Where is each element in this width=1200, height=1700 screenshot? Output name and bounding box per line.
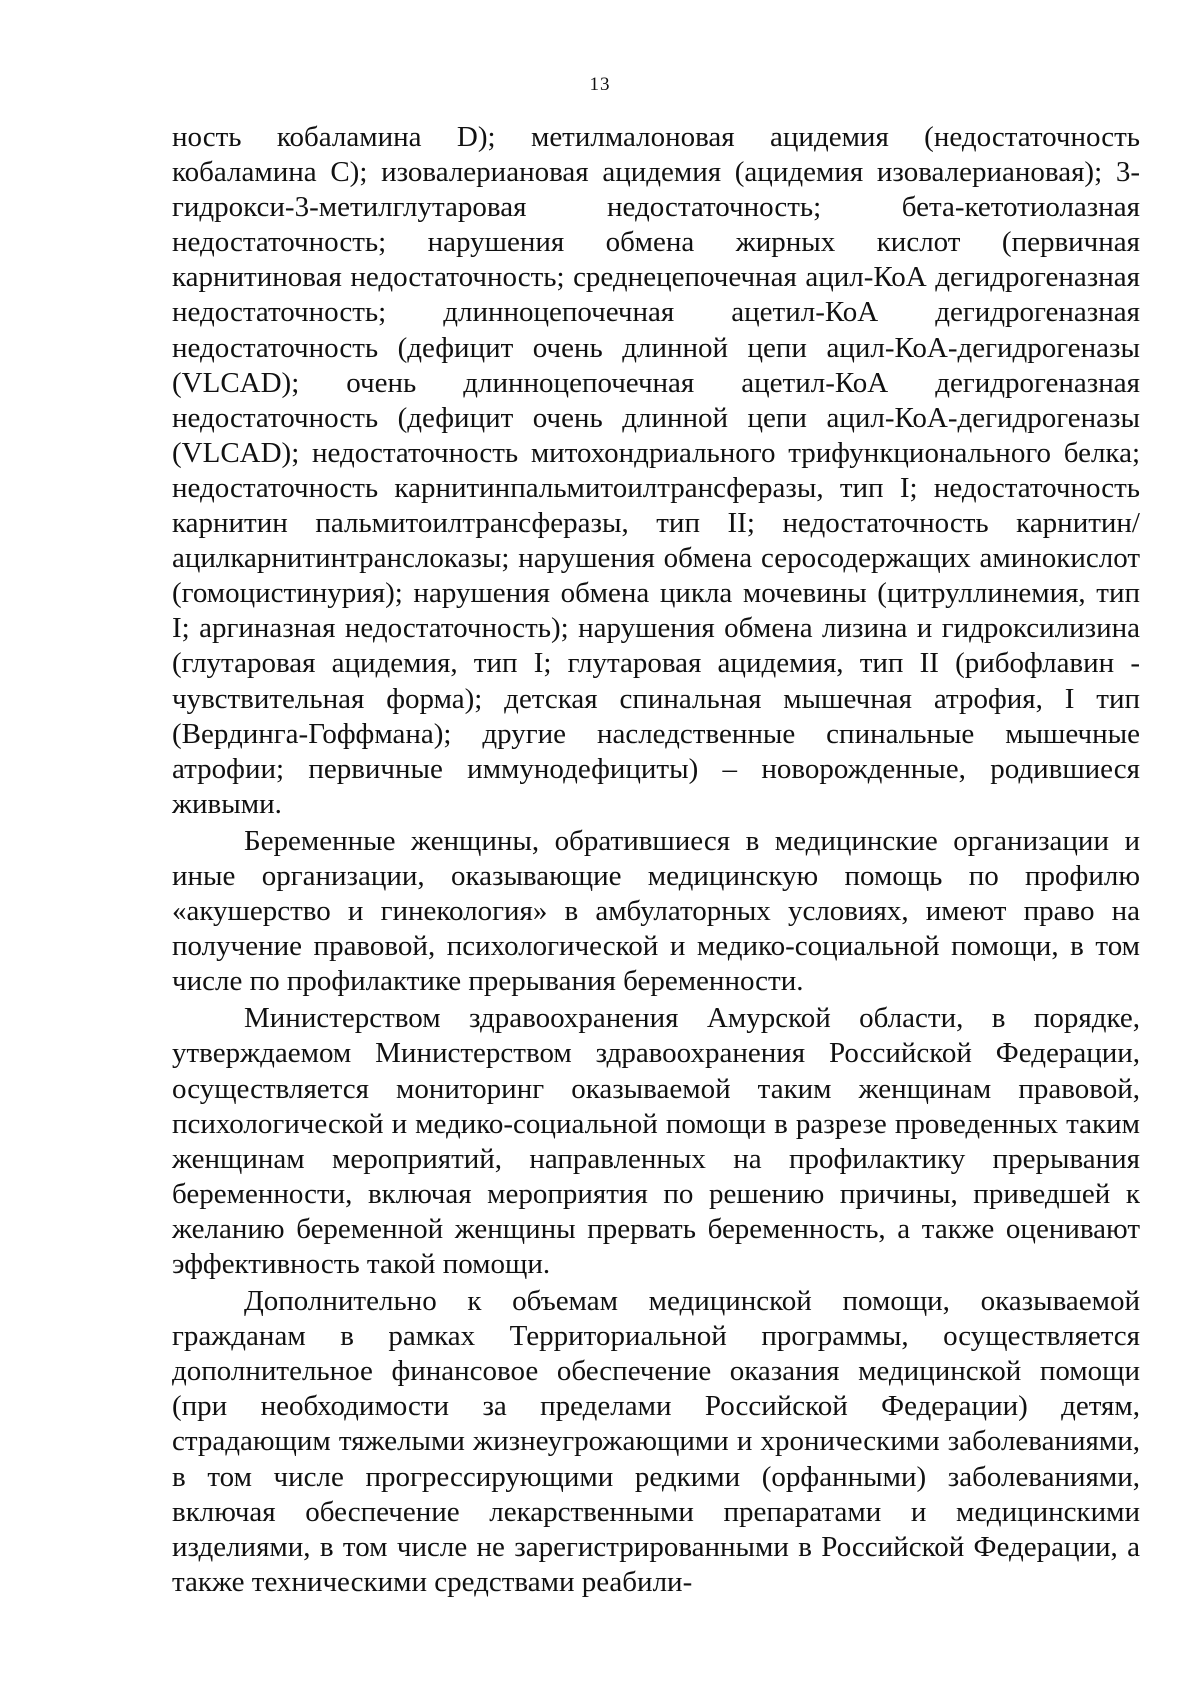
- paragraph-pregnant-women-rights: Беременные женщины, обратившиеся в медицинские организации и иные организации, оказывающие медицинскую помощь по профилю «акушерство и гинекология» в амбулаторных условиях, имеют право на получение правовой, психологической и медико-социальной помощи, в том числе по профилактике прерывания беременности.: [172, 824, 1140, 998]
- paragraph-ministry-monitoring: Министерством здравоохранения Амурской области, в порядке, утверждаемом Министерством здравоохранения Российской Федерации, осуществляется мониторинг оказываемой таким женщинам правовой, психологической и медико-социальной помощи в разрезе проведенных таким женщинам мероприятий, направленных на профилактику прерывания беременности, включая мероприятия по решению причины, приведшей к желанию беременной женщины прервать беременность, а также оценивают эффективность такой помощи.: [172, 1002, 1140, 1280]
- document-body: [172, 120, 1140, 1600]
- paragraph-continuation: ность кобаламина D); метилмалоновая ацидемия (недостаточность кобаламина С); изовалериановая ацидемия (ацидемия изовалериановая); 3-гидрокси-3-метилглутаровая недостаточность; бета-кетотиолазная недостаточность; нарушения обмена жирных кислот (первичная карнитиновая недостаточность; среднецепочечная ацил-КоА дегидрогеназная недостаточность; длинноцепочечная ацетил-КоА дегидрогеназная недостаточность (дефицит очень длинной цепи ацил-КоА-дегидрогеназы (VLCAD); очень длинноцепочечная ацетил-КоА дегидрогеназная недостаточность (дефицит очень длинной цепи ацил-КоА-дегидрогеназы (VLCAD); недостаточность митохондриального трифункционального белка; недостаточность карнитинпальмитоилтрансферазы, тип I; недостаточность карнитин пальмитоилтрансферазы, тип II; недостаточность карнитин/ацилкарнитинтранслоказы; нарушения обмена серосодержащих аминокислот (гомоцистинурия); нарушения обмена цикла мочевины (цитруллинемия, тип I; аргиназная недостаточность); нарушения обмена лизина и гидроксилизина (глутаровая ацидемия, тип I; глутаровая ацидемия, тип II (рибофлавин - чувствительная форма); детская спинальная мышечная атрофия, I тип (Вердинга-Гоффмана); другие наследственные спинальные мышечные атрофии; первичные иммунодефициты) – новорожденные, родившиеся живыми.: [172, 121, 1140, 820]
- page-number: 13: [589, 74, 611, 95]
- paragraph-additional-funding: Дополнительно к объемам медицинской помощи, оказываемой гражданам в рамках Территориальной программы, осуществляется дополнительное финансовое обеспечение оказания медицинской помощи (при необходимости за пределами Российской Федерации) детям, страдающим тяжелыми жизнеугрожающими и хроническими заболеваниями, в том числе прогрессирующими редкими (орфанными) заболеваниями, включая обеспечение лекарственными препаратами и медицинскими изделиями, в том числе не зарегистрированными в Российской Федерации, а также техническими средствами реабили-: [172, 1285, 1140, 1598]
